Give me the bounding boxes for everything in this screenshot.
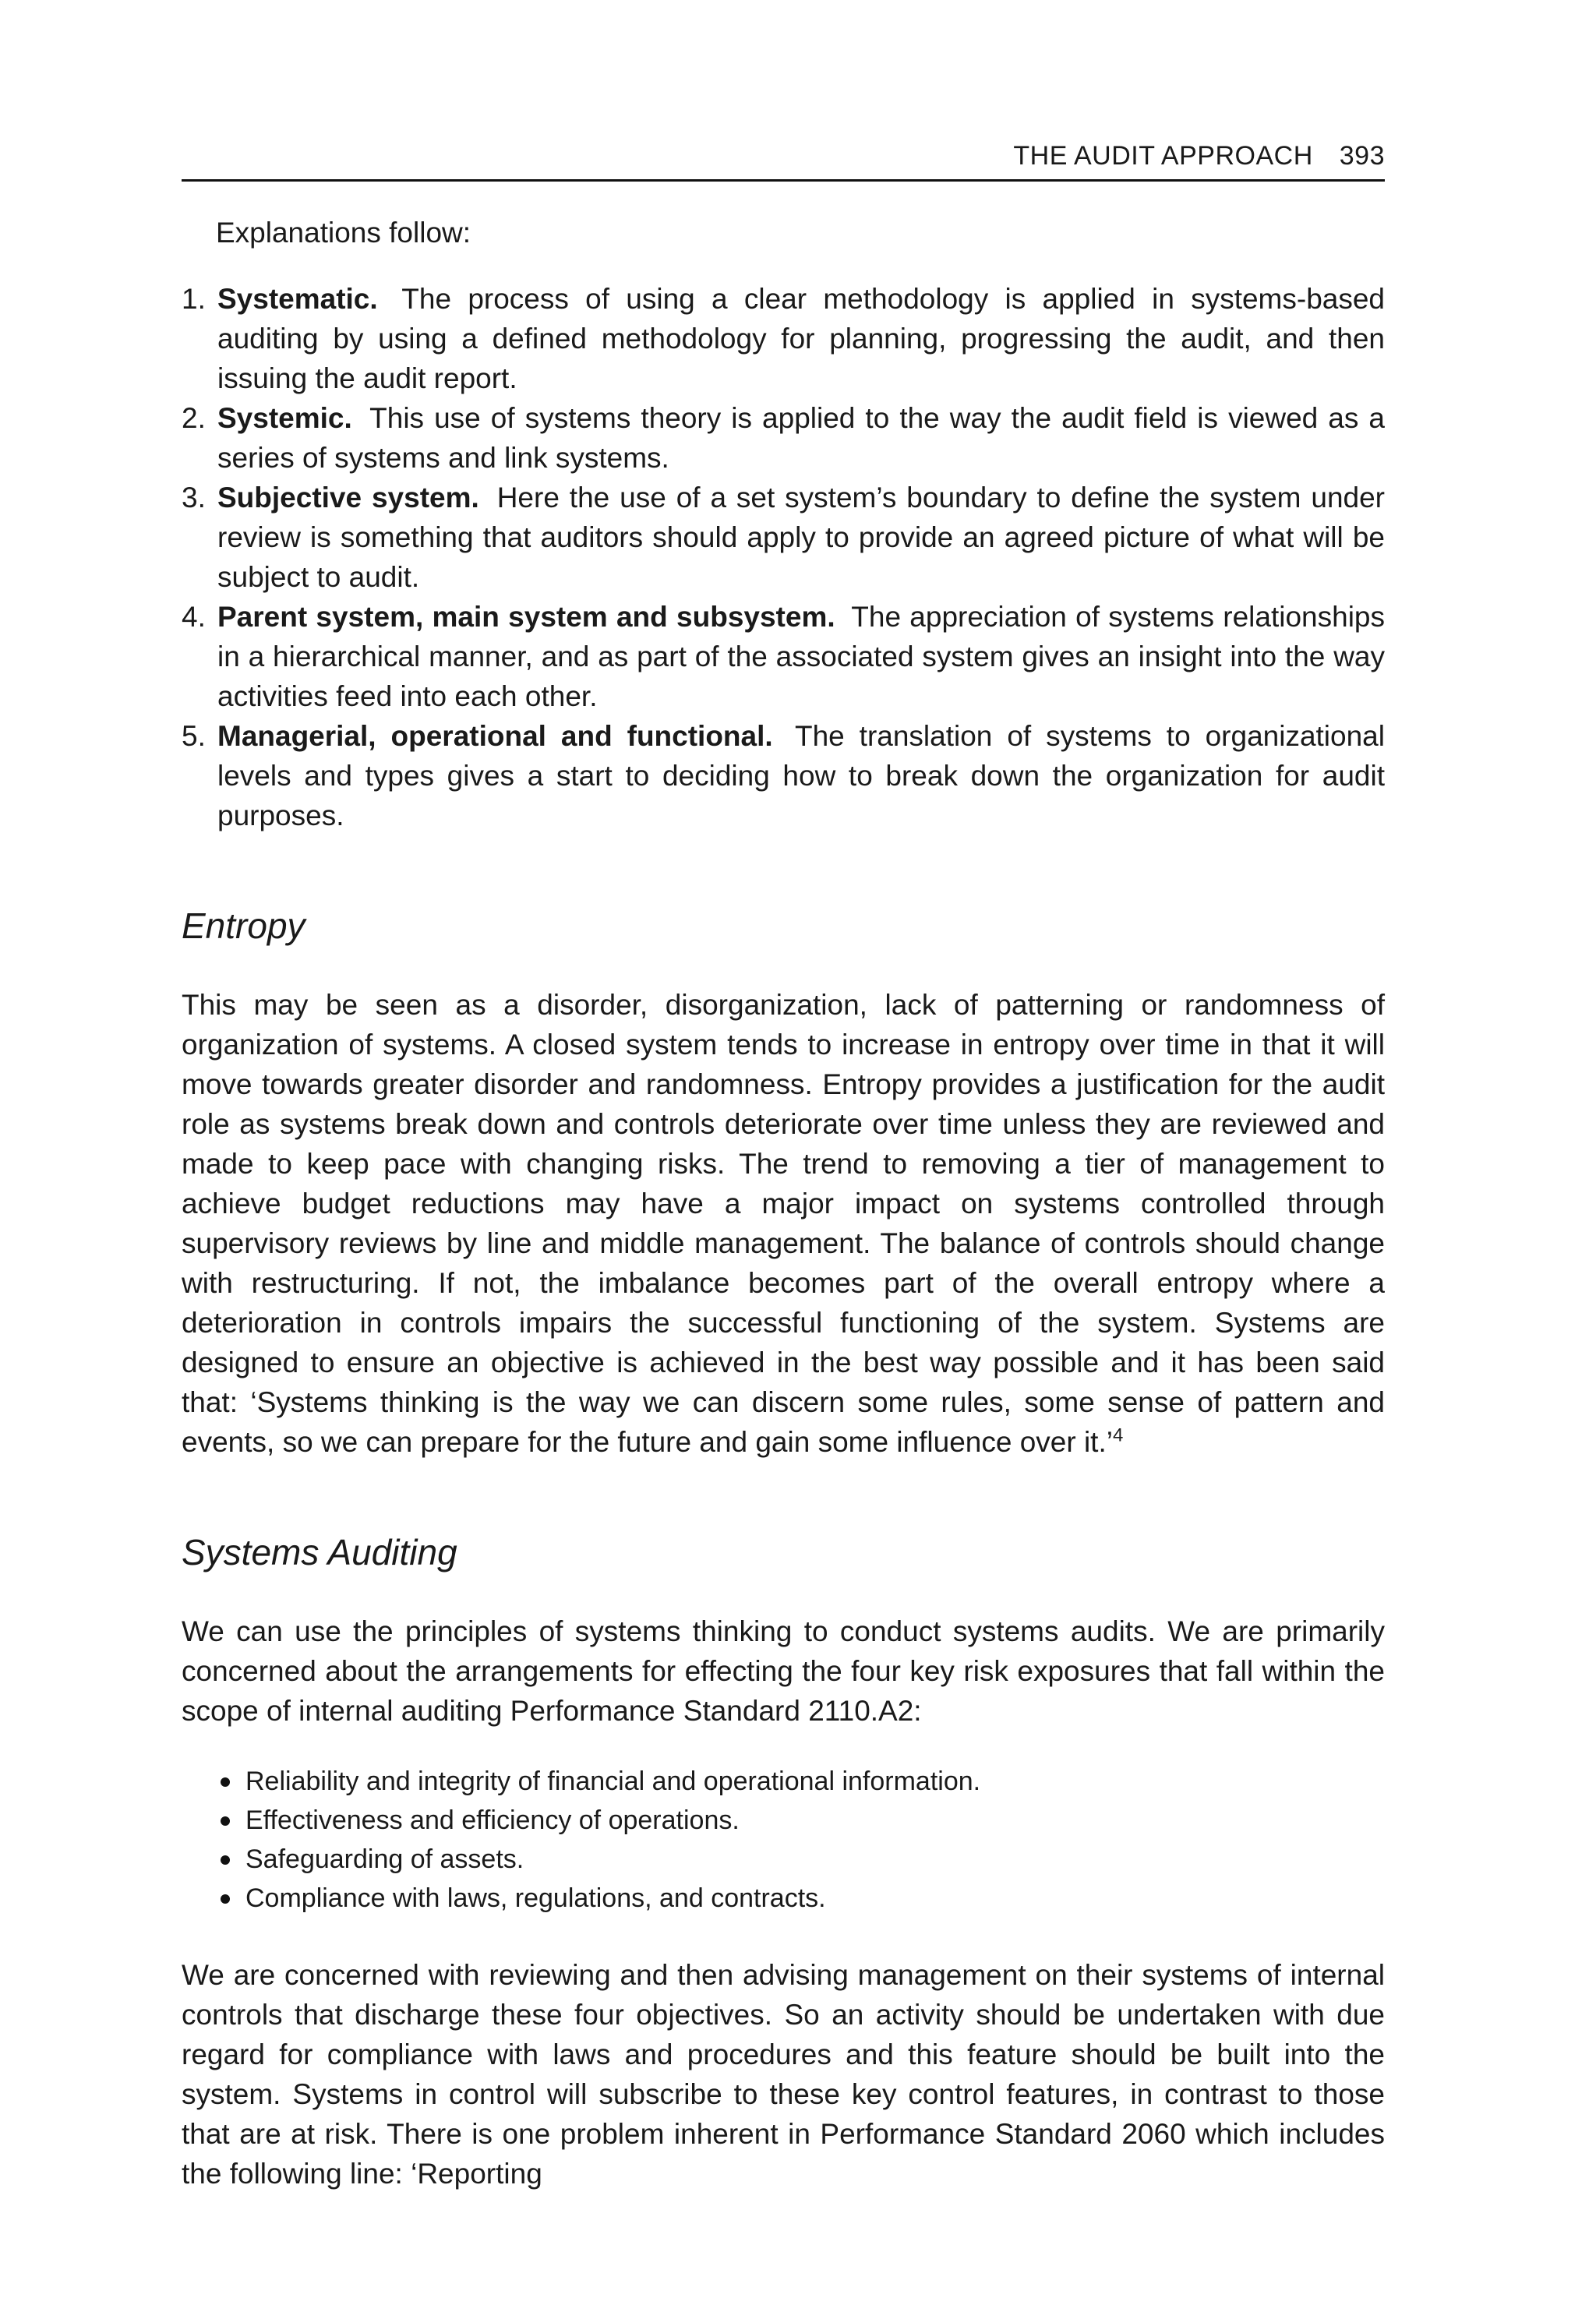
entropy-paragraph	[182, 985, 1385, 1462]
bullet-icon	[221, 1894, 230, 1904]
page-number: 393	[1339, 141, 1385, 171]
objective-item	[217, 1801, 1385, 1840]
item-number: 5.	[182, 720, 206, 752]
running-head-title: THE AUDIT APPROACH	[1013, 141, 1313, 171]
explanation-item	[182, 279, 1385, 398]
section-heading-entropy: Entropy	[182, 905, 305, 946]
item-term: Managerial, operational and functional.	[217, 720, 773, 752]
objective-text: Reliability and integrity of financial and operational information.	[245, 1767, 981, 1796]
explanations-list	[182, 279, 1385, 835]
objectives-list	[182, 1762, 1385, 1918]
item-number: 1.	[182, 283, 206, 315]
objective-text: Effectiveness and efficiency of operations.	[245, 1805, 740, 1835]
item-term: Systematic.	[217, 283, 378, 315]
bullet-icon	[221, 1816, 230, 1826]
objective-item	[217, 1762, 1385, 1801]
objective-item	[217, 1879, 1385, 1918]
running-head	[182, 117, 1385, 182]
explanation-item	[182, 398, 1385, 478]
item-number: 2.	[182, 402, 206, 434]
item-text: The translation of systems to organizational levels and types gives a start to deciding how to break down the organization for audit purposes.	[217, 720, 1385, 831]
bullet-icon	[221, 1855, 230, 1865]
item-text: The appreciation of systems relationships in a hierarchical manner, and as part of the associated system gives an insight into the way activities feed into each other.	[217, 601, 1385, 712]
book-page	[182, 117, 1385, 2194]
item-text: Here the use of a set system’s boundary to define the system under review is something that auditors should apply to provide an agreed picture of what will be subject to audit.	[217, 482, 1386, 593]
item-number: 3.	[182, 482, 206, 514]
explanation-item	[182, 597, 1385, 716]
entropy-paragraph-text: This may be seen as a disorder, disorganization, lack of patterning or randomness of organization of systems. A closed system tends to increase in entropy over time in that it will move towards greater disorder and randomness. Entropy provides a justification for the audit role as systems break down and controls deteriorate over time unless they are reviewed and made to keep pace with changing risks. The trend to removing a tier of management to achieve budget reductions may have a major impact on systems controlled through supervisory reviews by line and middle management. The balance of controls should change with restructuring. If not, the imbalance becomes part of the overall entropy where a deterioration in controls impairs the successful functioning of the system. Systems are designed to ensure an objective is achieved in the best way possible and it has been said that: ‘Systems thinking is the way we can discern some rules, some sense of pattern and events, so we can prepare for the future and gain some influence over it.’	[182, 989, 1385, 1458]
systems-auditing-paragraph-2: We are concerned with reviewing and then advising management on their systems of internal controls that discharge these four objectives. So an activity should be undertaken with due regard for compliance with laws and procedures and this feature should be built into the system. Systems in control will subscribe to these key control features, in contrast to those that are at risk. There is one problem inherent in Performance Standard 2060 which includes the following line: ‘Reporting	[182, 1959, 1385, 2190]
objective-text: Safeguarding of assets.	[245, 1844, 524, 1874]
item-term: Systemic.	[217, 402, 352, 434]
explanation-item	[182, 478, 1385, 597]
item-term: Subjective system.	[217, 482, 479, 514]
systems-auditing-paragraph: We can use the principles of systems thinking to conduct systems audits. We are primarily concerned about the arrangements for effecting the four key risk exposures that fall within the scope of internal auditing Performance Standard 2110.A2:	[182, 1615, 1385, 1727]
section-heading-systems-auditing: Systems Auditing	[182, 1532, 457, 1572]
bullet-icon	[221, 1777, 230, 1787]
item-number: 4.	[182, 601, 206, 633]
item-term: Parent system, main system and subsystem.	[217, 601, 835, 633]
explanation-item	[182, 716, 1385, 835]
footnote-marker[interactable]: 4	[1112, 1424, 1124, 1446]
objective-text: Compliance with laws, regulations, and contracts.	[245, 1883, 826, 1913]
objective-item	[217, 1840, 1385, 1879]
item-text: The process of using a clear methodology is applied in systems-based auditing by using a defined methodology for planning, progressing the audit, and then issuing the audit report.	[217, 283, 1385, 394]
item-text: This use of systems theory is applied to the way the audit field is viewed as a series of systems and link systems.	[217, 402, 1385, 474]
intro-text: Explanations follow:	[216, 217, 471, 249]
